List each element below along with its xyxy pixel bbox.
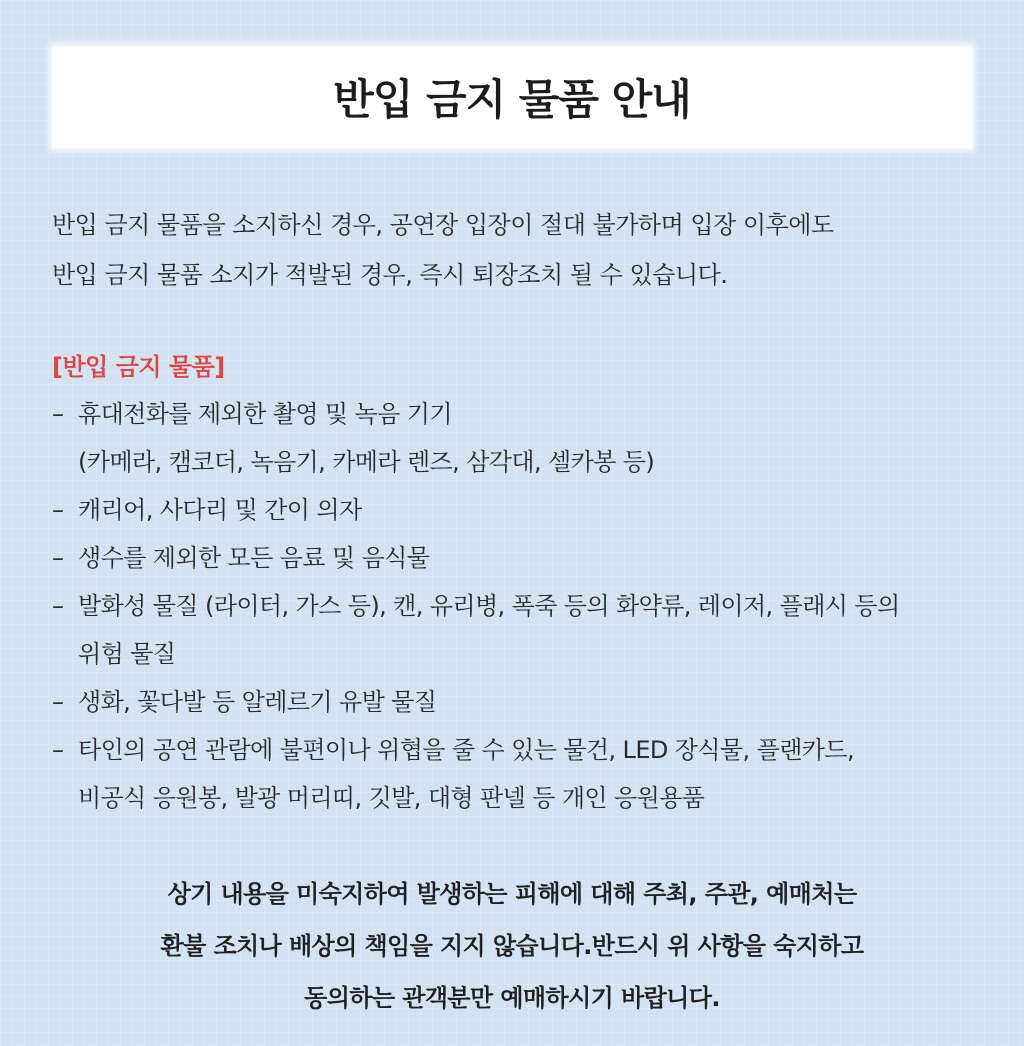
title-banner — [52, 46, 972, 148]
prohibited-items-list — [52, 390, 992, 822]
list-item-subtext: (카메라, 캠코더, 녹음기, 카메라 렌즈, 삼각대, 셀카봉 등) — [78, 448, 655, 476]
list-item — [52, 390, 992, 486]
list-item-text: 발화성 물질 (라이터, 가스 등), 캔, 유리병, 폭죽 등의 화약류, 레이저, 플래시 등의 — [78, 592, 900, 620]
notice-line: 환불 조치나 배상의 책임을 지지 않습니다.반드시 위 사항을 숙지하고 — [160, 932, 864, 960]
notice-paragraph — [0, 868, 1024, 1024]
intro-paragraph — [52, 200, 982, 300]
list-item — [52, 678, 992, 726]
list-item-text: 타인의 공연 관람에 불편이나 위협을 줄 수 있는 물건, LED 장식물, 플랜카드, — [78, 736, 854, 764]
bullet-dash: – — [52, 544, 64, 572]
intro-line: 반입 금지 물품을 소지하신 경우, 공연장 입장이 절대 불가하며 입장 이후에도 — [52, 211, 834, 239]
intro-line: 반입 금지 물품 소지가 적발된 경우, 즉시 퇴장조치 될 수 있습니다. — [52, 261, 728, 289]
bullet-dash: – — [52, 496, 64, 524]
bullet-dash: – — [52, 736, 64, 764]
list-item-text: 캐리어, 사다리 및 간이 의자 — [78, 496, 362, 524]
list-item — [52, 582, 992, 678]
list-item — [52, 534, 992, 582]
list-item — [52, 486, 992, 534]
section-label: [반입 금지 물품] — [52, 353, 225, 381]
list-item-text: 생수를 제외한 모든 음료 및 음식물 — [78, 544, 430, 572]
notice-line: 동의하는 관객분만 예매하시기 바랍니다. — [304, 984, 720, 1012]
bullet-dash: – — [52, 592, 64, 620]
list-item — [52, 726, 992, 822]
list-item-text: 생화, 꽃다발 등 알레르기 유발 물질 — [78, 688, 437, 716]
bullet-dash: – — [52, 688, 64, 716]
page-title: 반입 금지 물품 안내 — [333, 75, 691, 124]
list-item-text: 휴대전화를 제외한 촬영 및 녹음 기기 — [78, 400, 452, 428]
notice-line: 상기 내용을 미숙지하여 발생하는 피해에 대해 주최, 주관, 예매처는 — [167, 880, 857, 908]
bullet-dash: – — [52, 400, 64, 428]
list-item-subtext: 비공식 응원봉, 발광 머리띠, 깃발, 대형 판넬 등 개인 응원용품 — [78, 784, 705, 812]
list-item-subtext: 위험 물질 — [78, 640, 176, 668]
